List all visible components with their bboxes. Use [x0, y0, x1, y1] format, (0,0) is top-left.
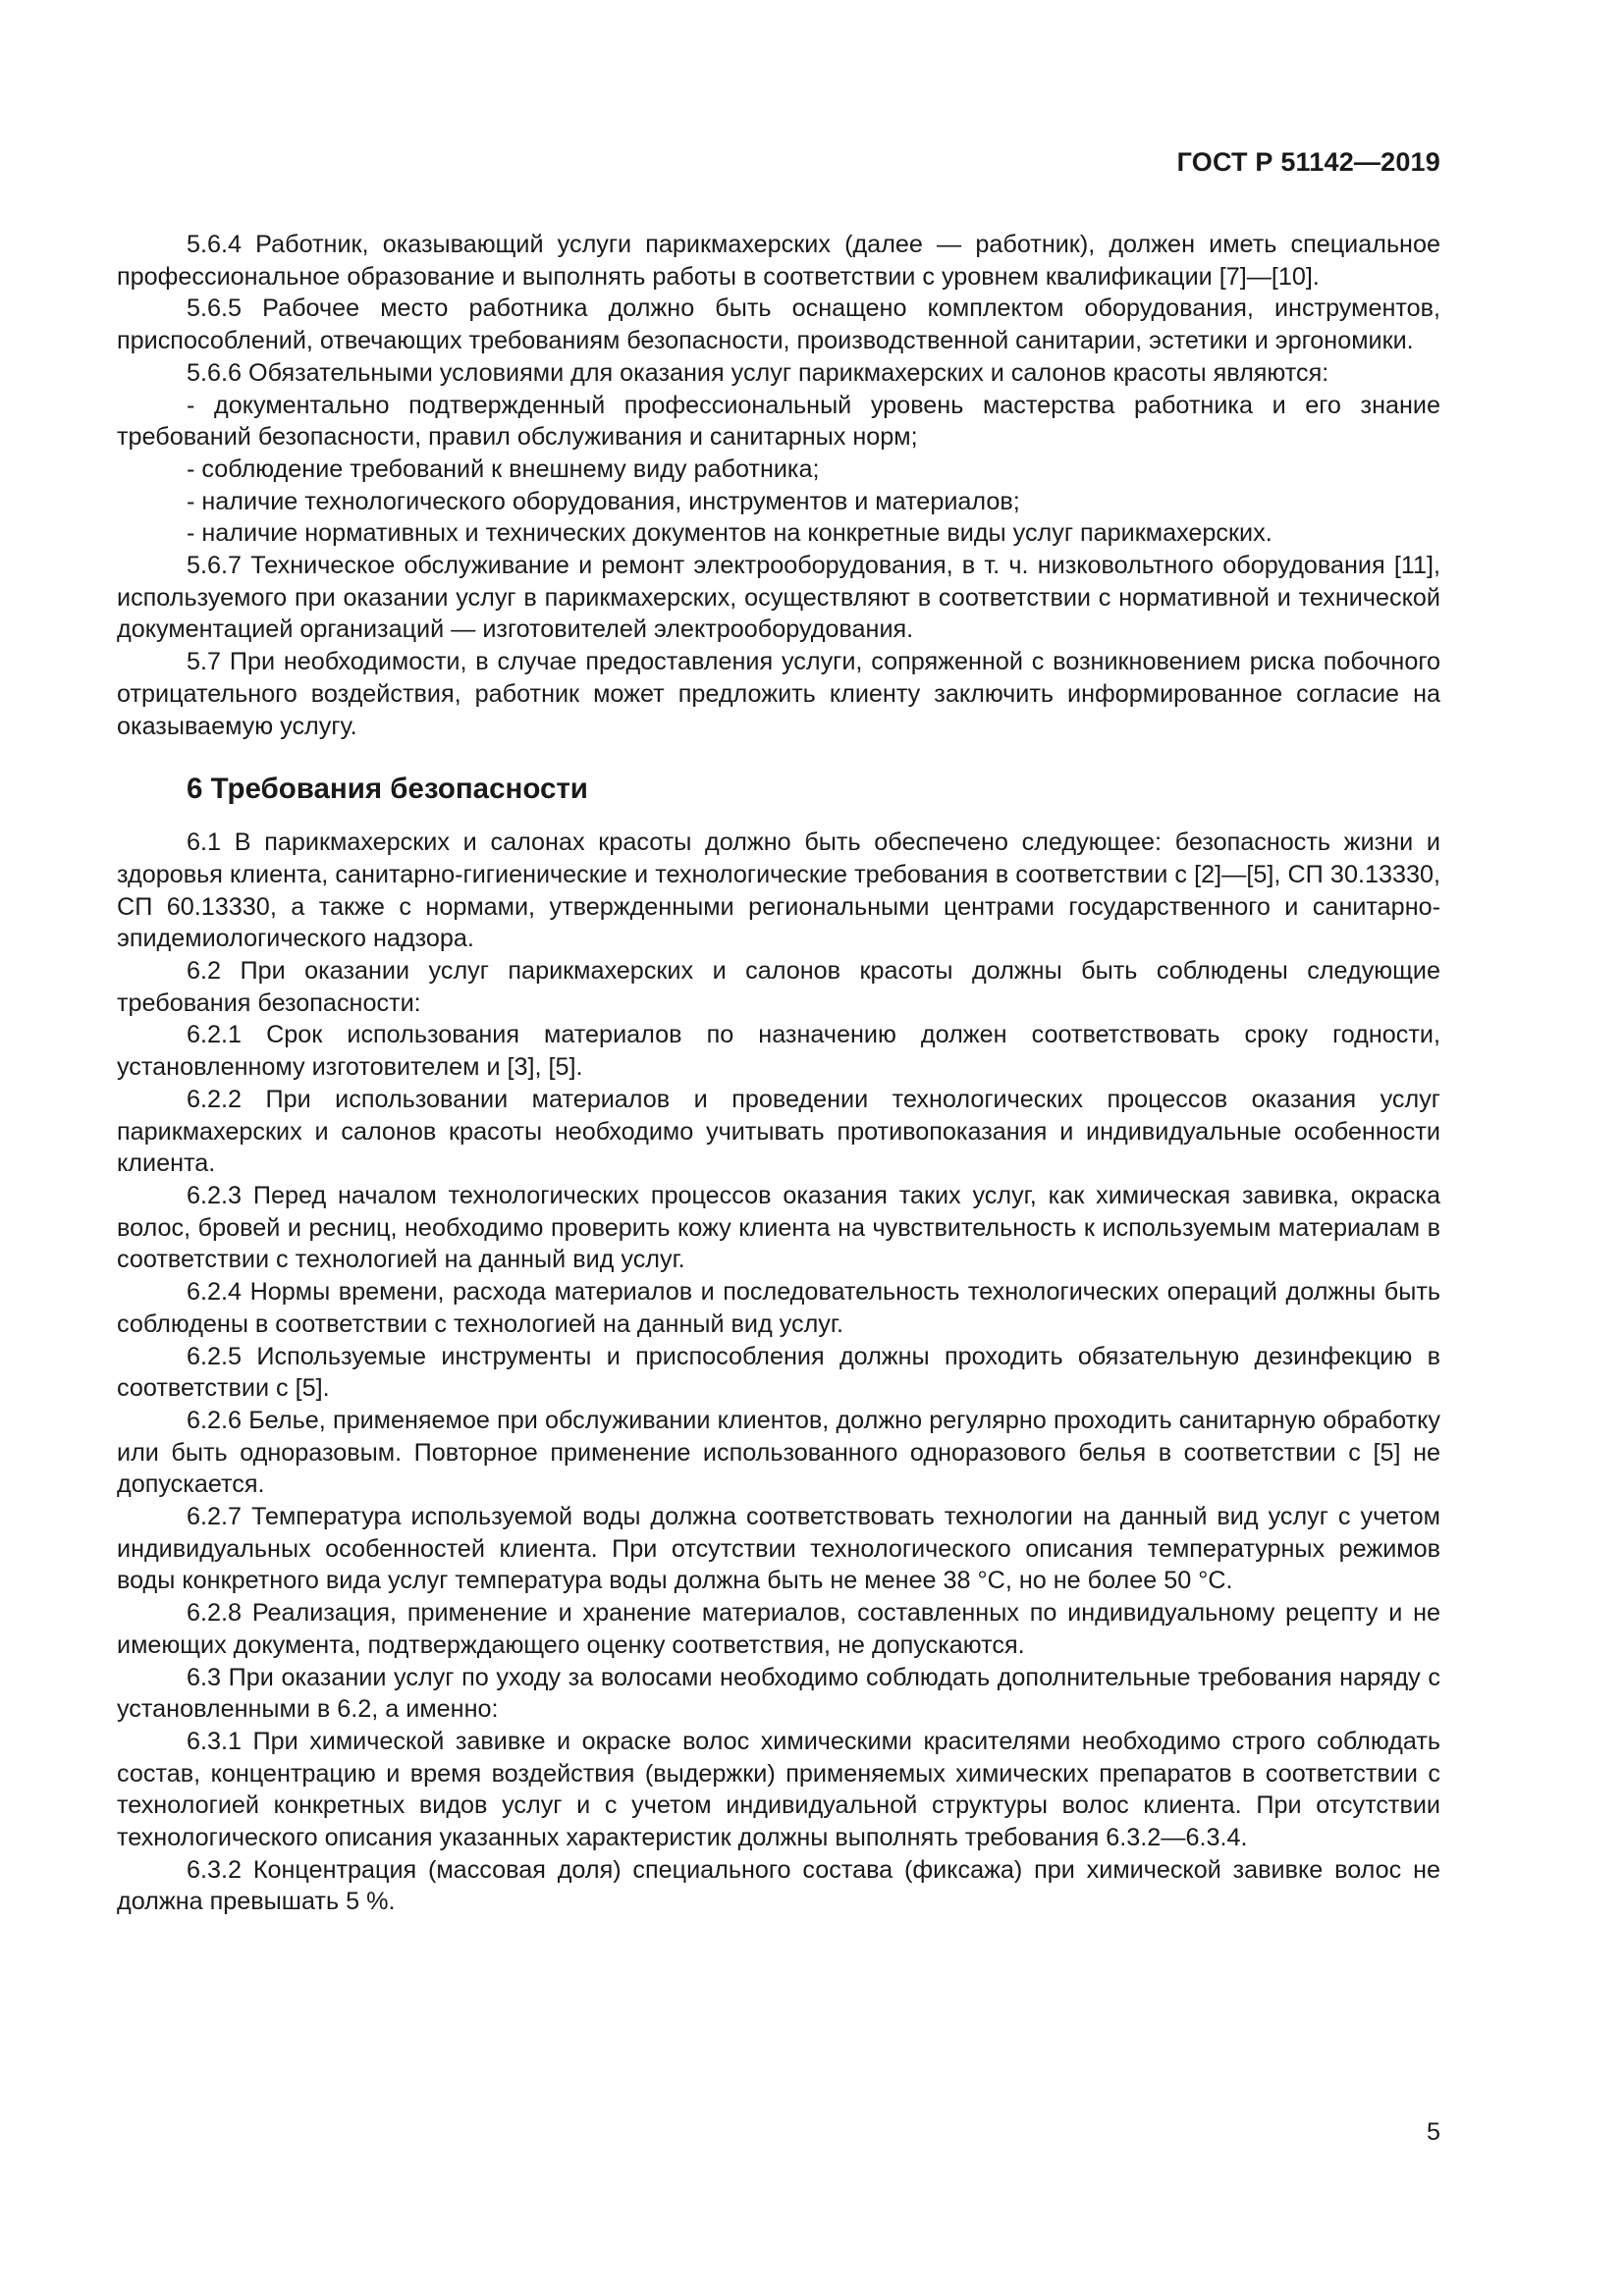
paragraph-5-6-6: 5.6.6 Обязательными условиями для оказания услуг парикмахерских и салонов красоты являются:	[187, 358, 1329, 387]
paragraph-5-6-4: 5.6.4 Работник, оказывающий услуги парикмахерских (далее — работник), должен иметь специальное профессиональное образование и выполнять работы в соответствии с уровнем квалификации [7]—[10].	[117, 231, 1440, 291]
paragraph-5-6-7: 5.6.7 Техническое обслуживание и ремонт электрооборудования, в т. ч. низковольтного оборудования [11], используемого при оказании услуг в парикмахерских, осуществляют в соответствии с нормативной и технической документацией организаций — изготовителей электрооборудования.	[117, 552, 1440, 644]
list-item: - соблюдение требований к внешнему виду работника;	[187, 454, 820, 483]
section-heading: 6 Требования безопасности	[187, 773, 588, 806]
list-item: - наличие технологического оборудования, инструментов и материалов;	[187, 487, 1020, 515]
page-number: 5	[1426, 2118, 1440, 2146]
paragraph-6-2-1: 6.2.1 Срок использования материалов по назначению должен соответствовать сроку годности, установленному изготовителем и [3], [5].	[117, 1021, 1440, 1082]
paragraph-5-6-5: 5.6.5 Рабочее место работника должно быть оснащено комплектом оборудования, инструментов, приспособлений, отвечающих требованиям безопасности, производственной санитарии, эстетики и эргономики.	[117, 294, 1440, 355]
document-body	[117, 229, 1440, 1918]
paragraph-6-2-8: 6.2.8 Реализация, применение и хранение материалов, составленных по индивидуальному рецепту и не имеющих документа, подтверждающего оценку соответствия, не допускаются.	[117, 1599, 1440, 1659]
paragraph-6-2-6: 6.2.6 Белье, применяемое при обслуживании клиентов, должно регулярно проходить санитарную обработку или быть одноразовым. Повторное применение использованного одноразового белья в соответствии с [5] не допускается.	[117, 1406, 1440, 1499]
paragraph-6-2: 6.2 При оказании услуг парикмахерских и салонов красоты должны быть соблюдены следующие требования безопасности:	[117, 957, 1440, 1017]
list-item: - документально подтвержденный профессиональный уровень мастерства работника и его знание требований безопасности, правил обслуживания и санитарных норм;	[117, 391, 1440, 452]
list-item: - наличие нормативных и технических документов на конкретные виды услуг парикмахерских.	[187, 519, 1272, 548]
paragraph-6-1: 6.1 В парикмахерских и салонах красоты должно быть обеспечено следующее: безопасность жизни и здоровья клиента, санитарно-гигиенические и технологические требования в соответствии с [2]—[5], СП 30.13330, СП 60.13330, а также с нормами, утвержденными региональными центрами государственного и санитарно-эпидемиологического надзора.	[117, 828, 1440, 953]
paragraph-6-2-4: 6.2.4 Нормы времени, расхода материалов и последовательность технологических операций должны быть соблюдены в соответствии с технологией на данный вид услуг.	[117, 1278, 1440, 1338]
paragraph-6-3: 6.3 При оказании услуг по уходу за волосами необходимо соблюдать дополнительные требования наряду с установленными в 6.2, а именно:	[117, 1663, 1440, 1724]
paragraph-6-2-5: 6.2.5 Используемые инструменты и приспособления должны проходить обязательную дезинфекцию в соответствии с [5].	[117, 1342, 1440, 1403]
paragraph-6-2-3: 6.2.3 Перед началом технологических процессов оказания таких услуг, как химическая завивка, окраска волос, бровей и ресниц, необходимо проверить кожу клиента на чувствительность к используемым материалам в соответствии с технологией на данный вид услуг.	[117, 1181, 1440, 1274]
paragraph-6-3-1: 6.3.1 При химической завивке и окраске волос химическими красителями необходимо строго соблюдать состав, концентрацию и время воздействия (выдержки) применяемых химических препаратов в соответствии с технологией конкретных видов услуг и с учетом индивидуальной структуры волос клиента. При отсутствии технологического описания указанных характеристик должны выполнять требования 6.3.2—6.3.4.	[117, 1727, 1440, 1852]
standard-id-header: ГОСТ Р 51142—2019	[1176, 147, 1440, 177]
paragraph-6-2-2: 6.2.2 При использовании материалов и проведении технологических процессов оказания услуг парикмахерских и салонов красоты необходимо учитывать противопоказания и индивидуальные особенности клиента.	[117, 1085, 1440, 1178]
paragraph-6-2-7: 6.2.7 Температура используемой воды должна соответствовать технологии на данный вид услуг с учетом индивидуальных особенностей клиента. При отсутствии технологического описания температурных режимов воды конкретного вида услуг температура воды должна быть не менее 38 °С, но не более 50 °С.	[117, 1503, 1440, 1595]
paragraph-5-7: 5.7 При необходимости, в случае предоставления услуги, сопряженной с возникновением риска побочного отрицательного воздействия, работник может предложить клиенту заключить информированное согласие на оказываемую услугу.	[117, 648, 1440, 740]
paragraph-6-3-2: 6.3.2 Концентрация (массовая доля) специального состава (фиксажа) при химической завивке волос не должна превышать 5 %.	[117, 1855, 1440, 1916]
